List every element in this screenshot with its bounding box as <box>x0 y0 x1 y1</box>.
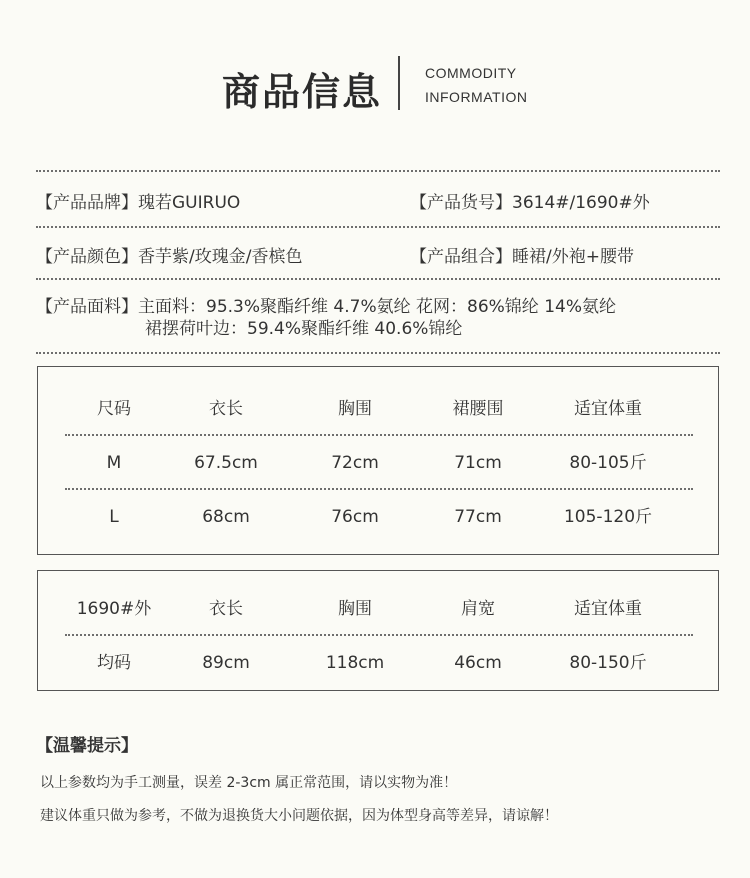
sku-field <box>410 188 650 213</box>
subtitle-line-1: COMMODITY <box>425 65 517 81</box>
brand-label: 【产品品牌】 <box>36 193 138 213</box>
fabric-label: 【产品面料】 <box>36 297 138 317</box>
table-row <box>38 490 718 544</box>
table-header-cell: 裙腰围 <box>452 399 504 419</box>
dotted-divider <box>36 352 720 354</box>
table-header-cell: 肩宽 <box>461 599 495 619</box>
table-header-cell: 衣长 <box>209 399 243 419</box>
sku-value: 3614#/1690#外 <box>512 193 650 213</box>
combo-field <box>410 242 634 267</box>
table-header-cell: 1690#外 <box>76 599 152 619</box>
table-cell: 72cm <box>331 453 379 473</box>
table-header-cell: 适宜体重 <box>574 599 642 619</box>
table-header-cell: 胸围 <box>338 599 372 619</box>
sku-label: 【产品货号】 <box>410 193 512 213</box>
info-row-color <box>36 242 726 267</box>
combo-label: 【产品组合】 <box>410 247 512 267</box>
table-cell: M <box>106 453 122 473</box>
table-header-cell: 衣长 <box>209 599 243 619</box>
subtitle-line-2: INFORMATION <box>425 89 528 105</box>
info-row-brand <box>36 188 726 213</box>
table-row <box>38 636 718 690</box>
dotted-divider <box>36 226 720 228</box>
table-cell: 77cm <box>454 507 502 527</box>
table-cell: 均码 <box>97 653 131 673</box>
table-cell: 105-120斤 <box>563 507 653 527</box>
fabric-line-2: 裙摆荷叶边：59.4%聚酯纤维 40.6%锦纶 <box>145 319 463 339</box>
table-cell: 76cm <box>331 507 379 527</box>
dotted-divider <box>36 278 720 280</box>
brand-value: 瑰若GUIRUO <box>138 193 241 213</box>
color-label: 【产品颜色】 <box>36 247 138 267</box>
title-divider <box>398 56 400 110</box>
notice-line-1: 以上参数均为手工测量，误差 2-3cm 属正常范围，请以实物为准！ <box>40 775 458 791</box>
page-title: 商品信息 <box>222 70 383 114</box>
table-cell: 68cm <box>202 507 250 527</box>
fabric-info <box>36 296 616 340</box>
table-cell: 118cm <box>325 653 385 673</box>
header <box>0 52 750 116</box>
table-cell: 71cm <box>454 453 502 473</box>
table-cell: 67.5cm <box>194 453 258 473</box>
notice-line-2: 建议体重只做为参考，不做为退换货大小问题依据，因为体型身高等差异，请谅解！ <box>40 808 558 824</box>
table-header-cell: 适宜体重 <box>574 399 642 419</box>
combo-value: 睡裙/外袍+腰带 <box>512 247 634 267</box>
table-cell: 89cm <box>202 653 250 673</box>
size-table-nightdress <box>37 366 719 555</box>
notice-title: 【温馨提示】 <box>36 736 138 756</box>
size-table-robe <box>37 570 719 691</box>
table-header-row <box>38 582 718 636</box>
table-header-cell: 胸围 <box>338 399 372 419</box>
page-subtitle <box>425 61 527 109</box>
table-cell: 80-150斤 <box>569 653 647 673</box>
table-header-row <box>38 382 718 436</box>
table-row <box>38 436 718 490</box>
table-cell: 46cm <box>454 653 502 673</box>
fabric-line-1: 主面料：95.3%聚酯纤维 4.7%氨纶 花网：86%锦纶 14%氨纶 <box>138 297 616 317</box>
table-header-cell: 尺码 <box>97 399 131 419</box>
table-cell: L <box>109 507 119 527</box>
color-value: 香芋紫/玫瑰金/香槟色 <box>138 247 303 267</box>
dotted-divider <box>36 170 720 172</box>
table-cell: 80-105斤 <box>569 453 647 473</box>
